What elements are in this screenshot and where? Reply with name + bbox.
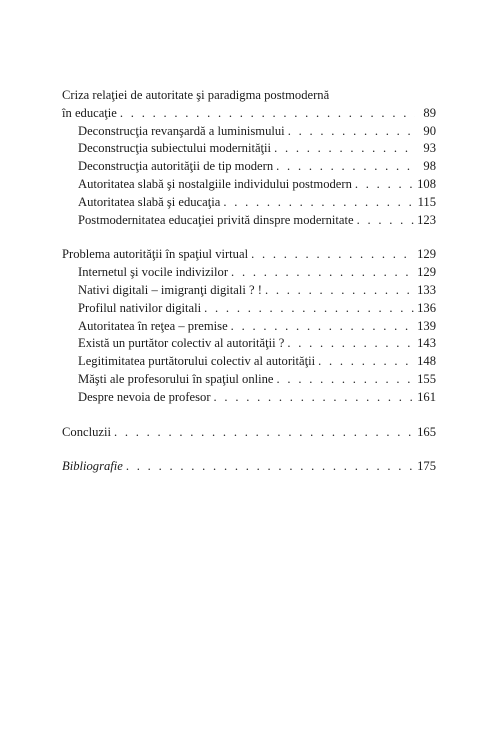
toc-subentry[interactable]	[62, 158, 436, 176]
dot-leader	[276, 158, 415, 176]
toc-subentry[interactable]	[62, 282, 436, 300]
toc-entry-title: Internetul şi vocile indivizilor	[78, 265, 229, 280]
toc-entry-conclusions[interactable]	[62, 424, 436, 442]
toc-subentry[interactable]	[62, 353, 436, 371]
section-spacer	[62, 407, 436, 424]
toc-subentry[interactable]	[62, 140, 436, 158]
dot-leader	[214, 389, 415, 407]
dot-leader	[114, 424, 414, 442]
toc-entry-title: Deconstrucţia subiectului modernităţii	[78, 141, 272, 156]
toc-entry-title: Despre nevoia de profesor	[78, 389, 211, 404]
section-spacer	[62, 441, 436, 458]
toc-entry-title: Autoritatea slabă şi nostalgiile individului postmodern	[78, 176, 352, 191]
table-of-contents	[62, 87, 436, 476]
section-spacer	[62, 229, 436, 246]
toc-subentry[interactable]	[62, 300, 436, 318]
dot-leader	[265, 282, 414, 300]
toc-entry-page: 148	[417, 354, 436, 369]
toc-entry-page: 165	[417, 424, 436, 439]
toc-entry-page: 115	[417, 194, 436, 209]
toc-entry-page: 93	[423, 141, 436, 156]
toc-entry-page: 90	[423, 123, 436, 138]
dot-leader	[274, 140, 415, 158]
toc-subentry[interactable]	[62, 194, 436, 212]
toc-entry-title: Bibliografie	[62, 459, 123, 474]
dot-leader	[355, 176, 414, 194]
toc-entry-page: 175	[417, 459, 436, 474]
dot-leader	[288, 123, 415, 141]
dot-leader	[223, 194, 414, 212]
dot-leader	[357, 212, 415, 230]
dot-leader	[120, 105, 415, 123]
toc-entry-title: Există un purtător colectiv al autorităţii ?	[78, 336, 285, 351]
toc-entry-page: 129	[417, 265, 436, 280]
toc-subentry[interactable]	[62, 123, 436, 141]
toc-entry-title: Autoritatea slabă şi educaţia	[78, 194, 221, 209]
toc-entry-title: Măşti ale profesorului în spaţiul online	[78, 371, 274, 386]
toc-entry-title: în educaţie	[62, 105, 117, 120]
dot-leader	[287, 335, 414, 353]
toc-entry-title: Legitimitatea purtătorului colectiv al autorităţii	[78, 354, 316, 369]
toc-entry-title: Problema autorităţii în spaţiul virtual	[62, 247, 249, 262]
toc-entry-title: Profilul nativilor digitali	[78, 300, 202, 315]
toc-entry-page: 161	[417, 389, 436, 404]
toc-entry-page: 123	[417, 212, 436, 227]
section-title-line: Criza relaţiei de autoritate şi paradigma postmodernă	[62, 88, 330, 102]
toc-entry-page: 98	[423, 159, 436, 174]
toc-entry-page: 143	[417, 336, 436, 351]
toc-entry-page: 155	[417, 371, 436, 386]
dot-leader	[318, 353, 414, 371]
toc-entry-page: 139	[417, 318, 436, 333]
dot-leader	[251, 246, 414, 264]
toc-entry-page: 133	[417, 282, 436, 297]
toc-entry-page: 129	[417, 247, 436, 262]
toc-entry-bibliography[interactable]	[62, 458, 436, 476]
toc-subentry[interactable]	[62, 318, 436, 336]
dot-leader	[204, 300, 414, 318]
toc-entry-section-1[interactable]	[62, 105, 436, 123]
toc-entry-title: Nativi digitali – imigranţi digitali ? !	[78, 282, 262, 297]
toc-subentry[interactable]	[62, 389, 436, 407]
toc-entry-title: Autoritatea în reţea – premise	[78, 318, 228, 333]
toc-subentry[interactable]	[62, 176, 436, 194]
toc-subentry[interactable]	[62, 212, 436, 230]
toc-subentry[interactable]	[62, 335, 436, 353]
toc-entry-section-2[interactable]	[62, 246, 436, 264]
toc-subentry[interactable]	[62, 264, 436, 282]
dot-leader	[231, 264, 414, 282]
toc-entry-title: Deconstrucţia autorităţii de tip modern	[78, 159, 274, 174]
toc-entry-page: 89	[423, 105, 436, 120]
toc-entry-title: Deconstrucţia revanşardă a luminismului	[78, 123, 285, 138]
dot-leader	[231, 318, 414, 336]
toc-entry-page: 136	[417, 300, 436, 315]
dot-leader	[126, 458, 414, 476]
dot-leader	[277, 371, 415, 389]
toc-entry-title: Postmodernitatea educaţiei privită dinspre modernitate	[78, 212, 354, 227]
toc-subentry[interactable]	[62, 371, 436, 389]
toc-entry-page: 108	[417, 176, 436, 191]
toc-entry-title: Concluzii	[62, 424, 111, 439]
